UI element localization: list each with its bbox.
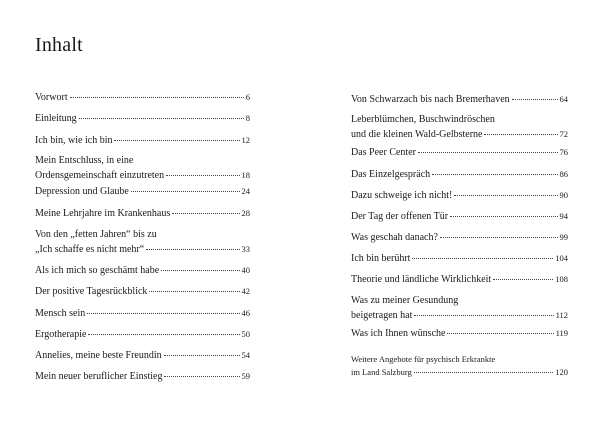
toc-entry-title-line: Als ich mich so geschämt habe xyxy=(35,265,160,276)
page-title: Inhalt xyxy=(35,34,83,56)
toc-entry-row xyxy=(35,348,250,363)
toc-entry-row xyxy=(351,366,568,379)
toc-page-number: 99 xyxy=(559,232,568,242)
toc-entry-title-line: Annelies, meine beste Freundin xyxy=(35,350,162,361)
toc-page-number: 86 xyxy=(559,169,568,179)
dot-leader xyxy=(493,279,553,280)
toc-entry xyxy=(351,113,568,142)
toc-entry xyxy=(351,272,568,287)
toc-entry-title-line: Weitere Angebote für psychisch Erkrankte xyxy=(351,354,496,364)
toc-page-number: 54 xyxy=(241,350,250,360)
toc-entry xyxy=(35,263,250,278)
toc-entry xyxy=(35,284,250,299)
dot-leader xyxy=(418,152,558,153)
dot-leader xyxy=(414,315,553,316)
dot-leader xyxy=(161,270,239,271)
toc-entry-title-line: Ich bin berührt xyxy=(351,253,411,264)
toc-entry-title-line: Mensch sein xyxy=(35,308,86,319)
toc-entry-title-line: Das Einzelgespräch xyxy=(351,169,431,180)
toc-page-number: 8 xyxy=(245,113,250,123)
toc-entry xyxy=(35,228,250,257)
toc-page-number: 50 xyxy=(241,329,250,339)
toc-page-number: 72 xyxy=(559,129,568,139)
toc-entry-row xyxy=(35,369,250,384)
toc-entry-title-line: Leberblümchen, Buschwindröschen xyxy=(351,114,495,125)
toc-entry-title-line: Ordensgemeinschaft einzutreten xyxy=(35,170,165,181)
dot-leader xyxy=(440,237,558,238)
toc-entry xyxy=(351,167,568,182)
toc-entry-row xyxy=(35,168,250,183)
toc-page-number: 42 xyxy=(241,286,250,296)
toc-entry-row xyxy=(351,230,568,245)
dot-leader xyxy=(447,333,553,334)
toc-entry-title-line: Ich bin, wie ich bin xyxy=(35,135,113,146)
toc-entry xyxy=(35,206,250,221)
toc-entry xyxy=(35,90,250,105)
toc-entry-row xyxy=(351,308,568,323)
toc-entry-title-line: beigetragen hat xyxy=(351,310,413,321)
dot-leader xyxy=(512,99,558,100)
toc-page-number: 46 xyxy=(241,308,250,318)
toc-entry xyxy=(351,294,568,323)
dot-leader xyxy=(450,216,557,217)
toc-page-number: 18 xyxy=(241,170,250,180)
toc-page-number: 24 xyxy=(241,186,250,196)
dot-leader xyxy=(484,134,557,135)
toc-entry xyxy=(35,306,250,321)
toc-entry-title-line: Einleitung xyxy=(35,113,77,124)
dot-leader xyxy=(164,376,239,377)
dot-leader xyxy=(454,195,557,196)
toc-entry xyxy=(35,111,250,126)
toc-entry-row xyxy=(351,326,568,341)
toc-entry-row xyxy=(35,327,250,342)
toc-entry-title-line: Der Tag der offenen Tür xyxy=(351,211,449,222)
dot-leader xyxy=(146,249,239,250)
toc-entry xyxy=(351,353,568,379)
toc-entry xyxy=(35,348,250,363)
dot-leader xyxy=(114,140,239,141)
toc-entry-title-line: Vorwort xyxy=(35,92,68,103)
toc-entry xyxy=(351,230,568,245)
toc-page-number: 104 xyxy=(555,253,568,263)
dot-leader xyxy=(131,191,240,192)
toc-entry xyxy=(351,251,568,266)
toc-page-number: 94 xyxy=(559,211,568,221)
toc-entry-row xyxy=(351,127,568,142)
toc-page-number: 12 xyxy=(241,135,250,145)
toc-entry-title-line: Was ich Ihnen wünsche xyxy=(351,328,446,339)
toc-entry-row xyxy=(35,306,250,321)
toc-entry xyxy=(351,145,568,160)
toc-entry-row xyxy=(35,284,250,299)
toc-entry-row xyxy=(35,242,250,257)
toc-entry-title-line: Von Schwarzach bis nach Bremerhaven xyxy=(351,94,510,105)
toc-page-number: 59 xyxy=(241,371,250,381)
toc-entry xyxy=(351,188,568,203)
toc-entry xyxy=(35,327,250,342)
toc-entry-row xyxy=(351,188,568,203)
toc-entry-title-line: und die kleinen Wald-Gelbsterne xyxy=(351,129,483,140)
dot-leader xyxy=(88,334,239,335)
dot-leader xyxy=(166,175,239,176)
toc-entry-title-line: Von den „fetten Jahren“ bis zu xyxy=(35,229,157,240)
toc-entry xyxy=(35,369,250,384)
toc-entry-row xyxy=(351,272,568,287)
toc-entry-title-line: Mein Entschluss, in eine xyxy=(35,155,134,166)
toc-page-number: 112 xyxy=(555,310,568,320)
toc-entry xyxy=(35,184,250,199)
toc-entry xyxy=(35,133,250,148)
toc-entry-row xyxy=(35,184,250,199)
toc-entry xyxy=(35,154,250,183)
toc-entry-row xyxy=(35,90,250,105)
toc-entry xyxy=(351,209,568,224)
dot-leader xyxy=(149,291,239,292)
toc-page-number: 6 xyxy=(245,92,250,102)
dot-leader xyxy=(87,313,239,314)
dot-leader xyxy=(414,372,554,373)
dot-leader xyxy=(164,355,240,356)
toc-entry-row xyxy=(351,92,568,107)
toc-entry-row xyxy=(35,133,250,148)
toc-entry-title-line: Mein neuer beruflicher Einstieg xyxy=(35,371,163,382)
toc-page-number: 33 xyxy=(241,244,250,254)
toc-page-number: 40 xyxy=(241,265,250,275)
toc-entry-title-line: Das Peer Center xyxy=(351,147,416,158)
dot-leader xyxy=(432,174,557,175)
toc-entry-title-line: Depression und Glaube xyxy=(35,186,129,197)
toc-page-number: 119 xyxy=(555,328,568,338)
toc-entry-row xyxy=(351,167,568,182)
dot-leader xyxy=(172,213,239,214)
toc-page-number: 108 xyxy=(555,274,568,284)
toc-entry-title-line: im Land Salzburg xyxy=(351,367,412,377)
toc-entry-title-line: „Ich schaffe es nicht mehr“ xyxy=(35,244,145,255)
toc-page-number: 120 xyxy=(555,367,568,377)
toc-entry-row xyxy=(35,206,250,221)
toc-entry-row xyxy=(35,263,250,278)
toc-entry-title-line: Theorie und ländliche Wirklichkeit xyxy=(351,274,492,285)
toc-entry-row xyxy=(351,251,568,266)
toc-entry-title-line: Was zu meiner Gesundung xyxy=(351,295,459,306)
toc-page-number: 64 xyxy=(559,94,568,104)
toc-entry-row xyxy=(351,209,568,224)
toc-entry-title-line: Ergotherapie xyxy=(35,329,87,340)
toc-entry-title-line: Was geschah danach? xyxy=(351,232,438,243)
toc-entry xyxy=(351,92,568,107)
toc-entry-title-line: Dazu schweige ich nicht! xyxy=(351,190,453,201)
toc-entry-title-line: Meine Lehrjahre im Krankenhaus xyxy=(35,208,171,219)
dot-leader xyxy=(79,118,244,119)
toc-page-number: 28 xyxy=(241,208,250,218)
toc-page-number: 76 xyxy=(559,147,568,157)
toc-entry xyxy=(351,326,568,341)
toc-page-number: 90 xyxy=(559,190,568,200)
dot-leader xyxy=(412,258,553,259)
toc-entry-title-line: Der positive Tagesrückblick xyxy=(35,286,148,297)
toc-entry-row xyxy=(351,145,568,160)
toc-entry-row xyxy=(35,111,250,126)
dot-leader xyxy=(70,97,244,98)
